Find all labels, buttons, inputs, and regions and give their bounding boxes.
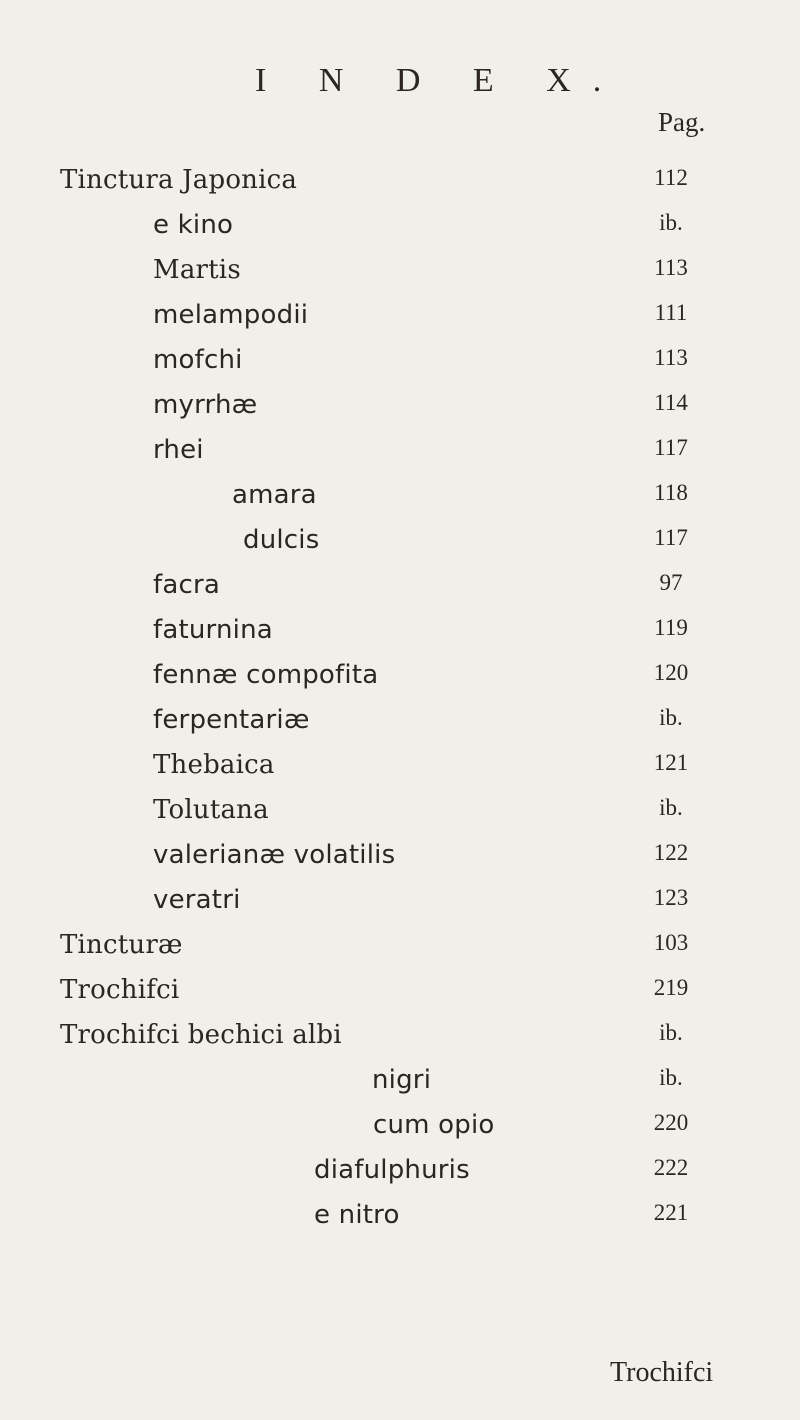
entry-term: Tincturæ (60, 930, 183, 960)
entry-page: ib. (659, 705, 683, 730)
index-entry (0, 435, 800, 477)
entry-page: ib. (659, 1020, 683, 1045)
entry-term: amara (232, 480, 317, 510)
entry-term: e kino (153, 210, 234, 240)
entry-term: Trochifci (60, 975, 180, 1005)
index-entry (0, 525, 800, 567)
index-entry (0, 1200, 800, 1242)
entry-term: diafulphuris (314, 1155, 470, 1185)
entry-page: 103 (653, 930, 689, 955)
index-entry (0, 975, 800, 1017)
index-entry (0, 165, 800, 207)
entry-term: nigri (372, 1065, 432, 1095)
entry-page: 117 (654, 435, 688, 460)
entry-page: 118 (654, 480, 688, 505)
entry-term: faturnina (153, 615, 273, 645)
index-entry (0, 1065, 800, 1107)
entry-page: ib. (659, 210, 683, 235)
index-entry (0, 615, 800, 657)
entry-page: 120 (653, 660, 689, 685)
entry-term: mofchi (153, 345, 243, 375)
entry-page: 113 (654, 255, 688, 280)
entry-term: veratri (153, 885, 241, 915)
entry-term: e nitro (314, 1200, 400, 1230)
entry-page: 221 (653, 1200, 689, 1225)
entry-page: 117 (654, 525, 688, 550)
index-entry (0, 390, 800, 432)
entry-term: fennæ compofita (153, 660, 379, 690)
index-entry (0, 210, 800, 252)
index-entry (0, 1020, 800, 1062)
entry-page: 119 (654, 615, 688, 640)
index-entry (0, 480, 800, 522)
index-entry (0, 750, 800, 792)
entry-page: 113 (654, 345, 688, 370)
index-entry (0, 885, 800, 927)
page-column-label: Pag. (658, 107, 706, 137)
entry-page: 122 (653, 840, 689, 865)
entry-term: myrrhæ (153, 390, 258, 420)
index-entry (0, 660, 800, 702)
entry-page: 121 (653, 750, 689, 775)
entry-term: Martis (153, 255, 241, 285)
entry-term: valerianæ volatilis (153, 840, 396, 870)
entry-term: Tolutana (153, 795, 269, 825)
index-heading: I N D E X. (255, 62, 624, 99)
entry-page: 111 (654, 300, 688, 325)
index-entry (0, 1110, 800, 1152)
entry-page: 114 (654, 390, 688, 415)
index-entry (0, 1155, 800, 1197)
entry-page: 123 (653, 885, 689, 910)
catchword: Trochifci (610, 1357, 714, 1388)
index-entry (0, 840, 800, 882)
entry-page: 219 (653, 975, 689, 1000)
entry-page: 222 (653, 1155, 689, 1180)
index-entry (0, 300, 800, 342)
index-entry (0, 345, 800, 387)
index-entry (0, 705, 800, 747)
entry-term: facra (153, 570, 221, 600)
index-entry (0, 795, 800, 837)
entry-page: ib. (659, 1065, 683, 1090)
entry-term: melampodii (153, 300, 309, 330)
index-entry (0, 570, 800, 612)
entry-term: Tinctura Japonica (60, 165, 298, 195)
entry-term: ferpentariæ (153, 705, 310, 735)
entry-term: cum opio (373, 1110, 495, 1140)
entry-page: 97 (659, 570, 683, 595)
index-entry (0, 930, 800, 972)
entry-page: ib. (659, 795, 683, 820)
entry-term: rhei (153, 435, 204, 465)
entry-page: 112 (654, 165, 688, 190)
entry-page: 220 (653, 1110, 689, 1135)
entry-term: Thebaica (153, 750, 275, 780)
entry-term: Trochifci bechici albi (60, 1020, 342, 1050)
entry-term: dulcis (243, 525, 320, 555)
index-entry (0, 255, 800, 297)
